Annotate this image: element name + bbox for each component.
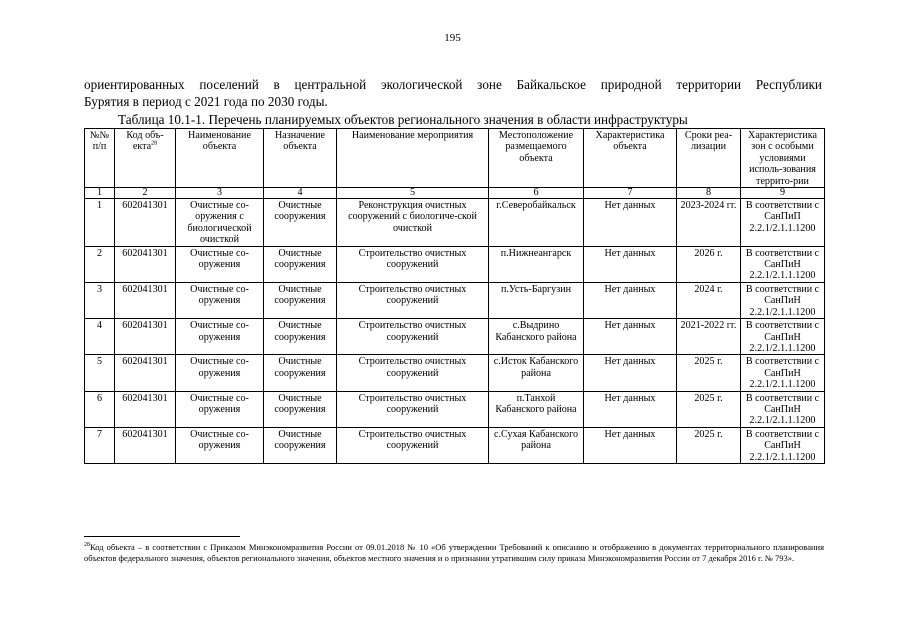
object-code-cell: 602041301 [115,246,176,282]
column-number: 5 [337,188,489,199]
characteristic-cell: Нет данных [584,319,677,355]
row-number-cell: 4 [85,319,115,355]
location-cell: п.Нижнеангарск [489,246,584,282]
column-number-row [85,188,825,199]
row-number-cell: 2 [85,246,115,282]
object-code-cell: 602041301 [115,427,176,463]
header-cell-location: Местоположение размещаемого объекта [489,129,584,188]
period-cell: 2021-2022 гг. [677,319,741,355]
page-number: 195 [444,32,461,44]
table-row [85,199,825,247]
location-cell: с.Выдрино Кабанского района [489,319,584,355]
footnote-marker: 28 [84,542,90,549]
period-cell: 2024 г. [677,282,741,318]
zones-cell: В соответствии с СанПиН 2.2.1/2.1.1.1200 [741,391,825,427]
location-cell: п.Танхой Кабанского района [489,391,584,427]
object-name-cell: Очистные со-оружения [176,246,264,282]
activity-cell: Строительство очистных сооружений [337,427,489,463]
object-name-cell: Очистные со-оружения [176,427,264,463]
footnote-divider [84,536,240,537]
object-purpose-cell: Очистные сооружения [264,391,337,427]
intro-line-1: ориентированных поселений в центральной экологической зоне Байкальское природной территории Республики [84,77,822,92]
table-row [85,319,825,355]
intro-line-2: Бурятия в период с 2021 года по 2030 годы. [84,94,328,109]
object-name-cell: Очистные со-оружения [176,391,264,427]
activity-cell: Строительство очистных сооружений [337,319,489,355]
object-purpose-cell: Очистные сооружения [264,282,337,318]
characteristic-cell: Нет данных [584,427,677,463]
intro-paragraph [84,76,822,110]
activity-cell: Строительство очистных сооружений [337,391,489,427]
column-number: 6 [489,188,584,199]
table-caption: Таблица 10.1-1. Перечень планируемых объектов регионального значения в области инфраструктуры [118,112,688,127]
object-code-cell: 602041301 [115,355,176,391]
object-code-cell: 602041301 [115,282,176,318]
row-number-cell: 1 [85,199,115,247]
table-row [85,282,825,318]
object-code-cell: 602041301 [115,199,176,247]
location-cell: с.Исток Кабанского района [489,355,584,391]
period-cell: 2025 г. [677,355,741,391]
header-cell-name: Наименование объекта [176,129,264,188]
object-purpose-cell: Очистные сооружения [264,427,337,463]
header-cell-code [115,129,176,188]
footnote [84,542,824,564]
object-purpose-cell: Очистные сооружения [264,319,337,355]
period-cell: 2025 г. [677,391,741,427]
location-cell: с.Сухая Кабанского района [489,427,584,463]
location-cell: г.Северобайкальск [489,199,584,247]
table-row [85,355,825,391]
zones-cell: В соответствии с СанПиН 2.2.1/2.1.1.1200 [741,427,825,463]
header-cell-characteristic: Характеристика объекта [584,129,677,188]
object-purpose-cell: Очистные сооружения [264,199,337,247]
infrastructure-objects-table [84,128,825,464]
object-name-cell: Очистные со-оружения [176,355,264,391]
table-row [85,427,825,463]
column-number: 8 [677,188,741,199]
header-cell-activity: Наименование мероприятия [337,129,489,188]
zones-cell: В соответствии с СанПиН 2.2.1/2.1.1.1200 [741,246,825,282]
footnote-text: Код объекта – в соответствии с Приказом Минэкономразвития России от 09.01.2018 № 10 «Об утверждении Требований к описанию и отображению в документах территориального планирования объектов федерального значения, объектов регионального значения, объектов местного значения и о признании утратившим силу приказа Минэкономразвития России от 7 декабря 2016 г. № 793». [84,542,824,563]
object-purpose-cell: Очистные сооружения [264,355,337,391]
activity-cell: Строительство очистных сооружений [337,355,489,391]
period-cell: 2025 г. [677,427,741,463]
characteristic-cell: Нет данных [584,199,677,247]
object-name-cell: Очистные со-оружения с биологической очисткой [176,199,264,247]
object-name-cell: Очистные со-оружения [176,319,264,355]
object-code-cell: 602041301 [115,319,176,355]
row-number-cell: 7 [85,427,115,463]
header-row [85,129,825,188]
activity-cell: Строительство очистных сооружений [337,246,489,282]
object-code-cell: 602041301 [115,391,176,427]
row-number-cell: 3 [85,282,115,318]
zones-cell: В соответствии с СанПиП 2.2.1/2.1.1.1200 [741,199,825,247]
header-cell-number: №№ п/п [85,129,115,188]
header-cell-zones: Характеристика зон с особыми условиями исполь-зования террито-рии [741,129,825,188]
object-purpose-cell: Очистные сооружения [264,246,337,282]
column-number: 1 [85,188,115,199]
period-cell: 2023-2024 гг. [677,199,741,247]
column-number: 4 [264,188,337,199]
column-number: 3 [176,188,264,199]
characteristic-cell: Нет данных [584,355,677,391]
row-number-cell: 5 [85,355,115,391]
activity-cell: Реконструкция очистных сооружений с биологиче-ской очисткой [337,199,489,247]
period-cell: 2026 г. [677,246,741,282]
characteristic-cell: Нет данных [584,246,677,282]
header-code-label: Код объ-екта [126,130,164,153]
header-cell-period: Сроки реа-лизации [677,129,741,188]
header-cell-purpose: Назначение объекта [264,129,337,188]
footnote-ref: 28 [151,141,158,148]
zones-cell: В соответствии с СанПиН 2.2.1/2.1.1.1200 [741,282,825,318]
column-number: 2 [115,188,176,199]
object-name-cell: Очистные со-оружения [176,282,264,318]
row-number-cell: 6 [85,391,115,427]
activity-cell: Строительство очистных сооружений [337,282,489,318]
column-number: 9 [741,188,825,199]
characteristic-cell: Нет данных [584,391,677,427]
table-row [85,246,825,282]
zones-cell: В соответствии с СанПиН 2.2.1/2.1.1.1200 [741,319,825,355]
characteristic-cell: Нет данных [584,282,677,318]
table-row [85,391,825,427]
zones-cell: В соответствии с СанПиН 2.2.1/2.1.1.1200 [741,355,825,391]
column-number: 7 [584,188,677,199]
location-cell: п.Усть-Баргузин [489,282,584,318]
